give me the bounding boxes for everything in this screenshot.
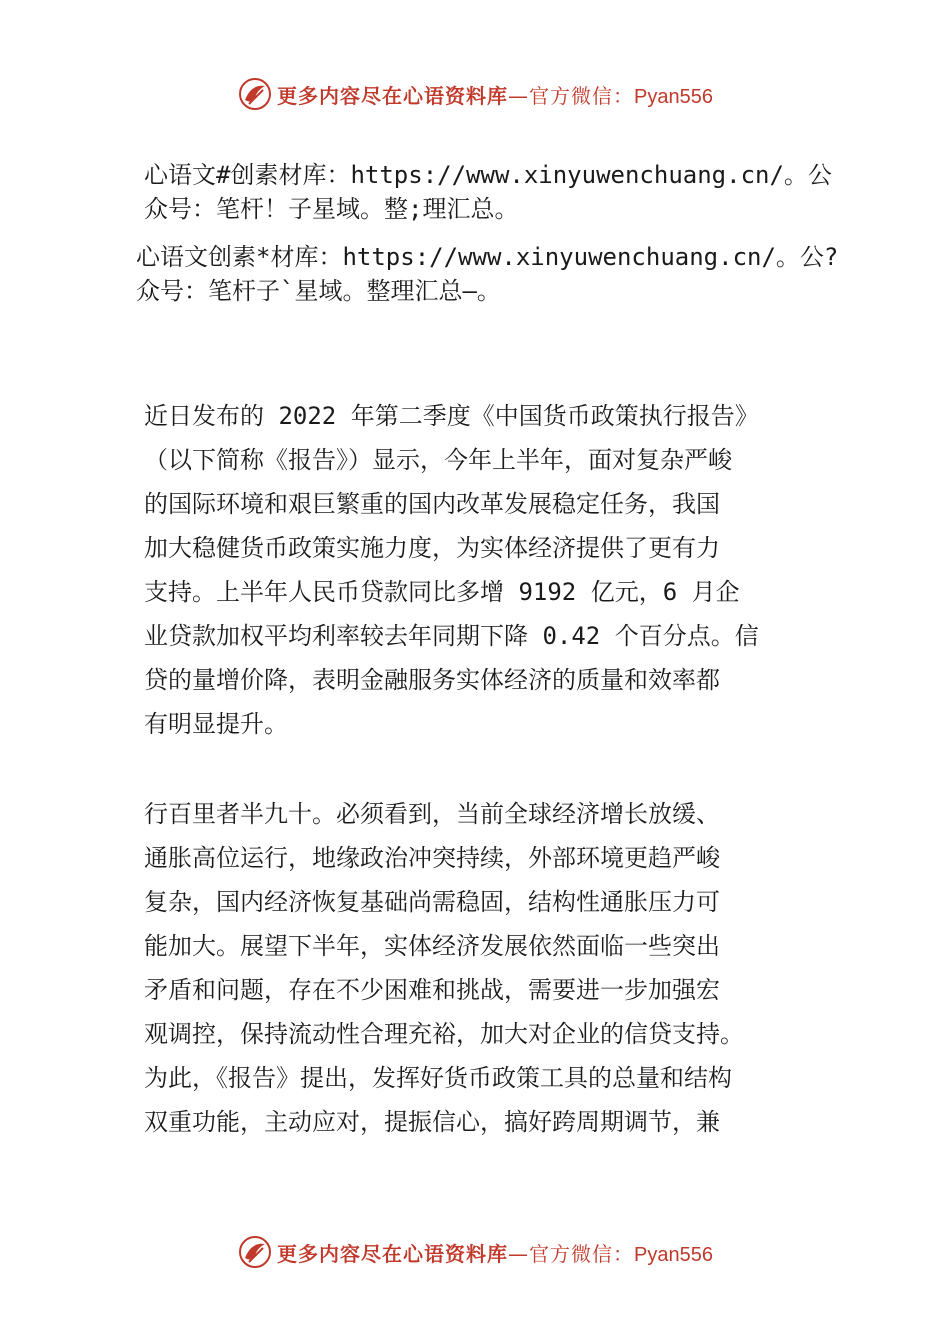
- brand-logo-icon: [237, 1234, 273, 1270]
- paragraph-line: 加大稳健货币政策实施力度，为实体经济提供了更有力: [144, 534, 720, 562]
- header-note-1: [144, 158, 832, 226]
- paragraph-line: 复杂，国内经济恢复基础尚需稳固，结构性通胀压力可: [144, 888, 720, 916]
- header-note-2-line-1: 心语文创素*材库：https://www.xinyuwenchuang.cn/。公?: [136, 243, 839, 271]
- paragraph-line: 为此，《报告》提出，发挥好货币政策工具的总量和结构: [144, 1064, 732, 1092]
- banner-wechat-id: Pyan556: [634, 85, 713, 108]
- paragraph-line: 通胀高位运行，地缘政治冲突持续，外部环境更趋严峻: [144, 844, 720, 872]
- banner-wechat-label: 官方微信：: [529, 1241, 635, 1266]
- paragraph-line: 支持。上半年人民币贷款同比多增 9192 亿元，6 月企: [144, 578, 740, 606]
- paragraph-line: 近日发布的 2022 年第二季度《中国货币政策执行报告》: [144, 402, 759, 430]
- paragraph-line: 业贷款加权平均利率较去年同期下降 0.42 个百分点。信: [144, 622, 759, 650]
- paragraph-line: 双重功能，主动应对，提振信心，搞好跨周期调节，兼: [144, 1108, 720, 1136]
- paragraph-2: [144, 792, 814, 1144]
- header-banner: [0, 72, 950, 116]
- banner-wechat-label: 官方微信：: [529, 83, 635, 108]
- banner-separator: —: [508, 83, 530, 108]
- paragraph-line: 有明显提升。: [144, 710, 288, 738]
- banner-site-name: 更多内容尽在心语资料库: [277, 1241, 509, 1266]
- header-note-1-line-1: 心语文#创素材库：https://www.xinyuwenchuang.cn/。公: [144, 161, 832, 189]
- paragraph-line: 行百里者半九十。必须看到，当前全球经济增长放缓、: [144, 800, 720, 828]
- brand-logo-icon: [237, 76, 273, 112]
- paragraph-line: 能加大。展望下半年，实体经济发展依然面临一些突出: [144, 932, 720, 960]
- paragraph-line: 贷的量增价降，表明金融服务实体经济的质量和效率都: [144, 666, 720, 694]
- header-note-2: [136, 240, 838, 308]
- paragraph-line: 的国际环境和艰巨繁重的国内改革发展稳定任务，我国: [144, 490, 720, 518]
- paragraph-1: [144, 394, 814, 746]
- banner-text: [277, 80, 713, 109]
- banner-text: [277, 1238, 713, 1267]
- banner-site-name: 更多内容尽在心语资料库: [277, 83, 509, 108]
- paragraph-line: （以下简称《报告》）显示，今年上半年，面对复杂严峻: [144, 446, 732, 474]
- header-note-1-line-2: 众号：笔杆！子星域。整;理汇总。: [144, 195, 519, 223]
- paragraph-line: 矛盾和问题，存在不少困难和挑战，需要进一步加强宏: [144, 976, 720, 1004]
- paragraph-line: 观调控，保持流动性合理充裕，加大对企业的信贷支持。: [144, 1020, 744, 1048]
- footer-banner: [0, 1230, 950, 1274]
- header-note-2-line-2: 众号：笔杆子`星域。整理汇总—。: [136, 277, 501, 305]
- banner-separator: —: [508, 1241, 530, 1266]
- banner-wechat-id: Pyan556: [634, 1243, 713, 1266]
